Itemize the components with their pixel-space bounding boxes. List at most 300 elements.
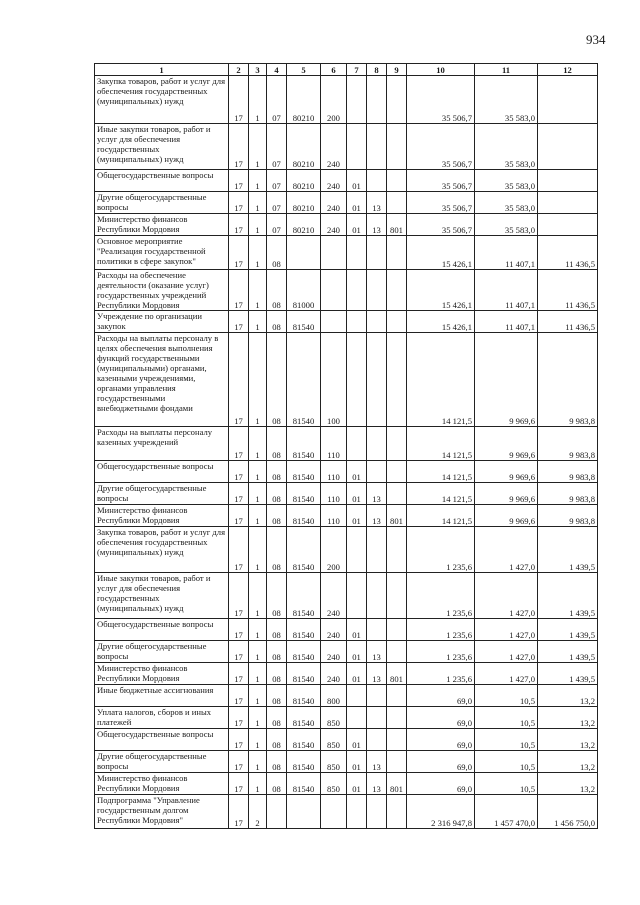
code-4-cell: 08 bbox=[267, 707, 287, 729]
amount-12-cell: 13,2 bbox=[538, 685, 598, 707]
row-name-cell: Другие общегосударственные вопросы bbox=[95, 192, 229, 214]
code-7-cell bbox=[347, 311, 367, 333]
table-row bbox=[95, 685, 598, 707]
code-7-cell bbox=[347, 573, 367, 619]
code-7-cell bbox=[347, 270, 367, 311]
code-9-cell bbox=[387, 461, 407, 483]
amount-11-cell: 9 969,6 bbox=[475, 483, 538, 505]
amount-11-cell: 10,5 bbox=[475, 751, 538, 773]
code-8-cell: 13 bbox=[367, 192, 387, 214]
column-header: 1 bbox=[95, 64, 229, 76]
code-6-cell: 240 bbox=[321, 641, 347, 663]
code-2-cell: 17 bbox=[229, 333, 249, 427]
row-name-cell: Другие общегосударственные вопросы bbox=[95, 641, 229, 663]
code-4-cell: 08 bbox=[267, 461, 287, 483]
code-5-cell: 81540 bbox=[287, 527, 321, 573]
amount-11-cell: 1 457 470,0 bbox=[475, 795, 538, 829]
column-header: 6 bbox=[321, 64, 347, 76]
code-8-cell bbox=[367, 527, 387, 573]
code-2-cell: 17 bbox=[229, 729, 249, 751]
code-6-cell: 240 bbox=[321, 663, 347, 685]
code-2-cell: 17 bbox=[229, 751, 249, 773]
amount-12-cell: 1 439,5 bbox=[538, 619, 598, 641]
table-row bbox=[95, 76, 598, 124]
code-4-cell: 08 bbox=[267, 236, 287, 270]
code-7-cell bbox=[347, 236, 367, 270]
code-3-cell: 1 bbox=[249, 333, 267, 427]
code-2-cell: 17 bbox=[229, 270, 249, 311]
code-6-cell: 240 bbox=[321, 214, 347, 236]
code-5-cell: 81540 bbox=[287, 483, 321, 505]
code-8-cell: 13 bbox=[367, 773, 387, 795]
code-2-cell: 17 bbox=[229, 461, 249, 483]
code-7-cell: 01 bbox=[347, 214, 367, 236]
code-7-cell: 01 bbox=[347, 483, 367, 505]
column-header: 3 bbox=[249, 64, 267, 76]
amount-12-cell: 9 983,8 bbox=[538, 483, 598, 505]
code-2-cell: 17 bbox=[229, 663, 249, 685]
table-row bbox=[95, 619, 598, 641]
code-8-cell bbox=[367, 729, 387, 751]
table-row bbox=[95, 573, 598, 619]
row-name-cell: Иные бюджетные ассигнования bbox=[95, 685, 229, 707]
page-number: 934 bbox=[586, 32, 606, 47]
table-row bbox=[95, 483, 598, 505]
column-header: 10 bbox=[407, 64, 475, 76]
amount-10-cell: 35 506,7 bbox=[407, 170, 475, 192]
code-6-cell bbox=[321, 311, 347, 333]
table-row bbox=[95, 214, 598, 236]
amount-10-cell: 2 316 947,8 bbox=[407, 795, 475, 829]
amount-11-cell: 10,5 bbox=[475, 773, 538, 795]
code-7-cell bbox=[347, 527, 367, 573]
code-7-cell: 01 bbox=[347, 505, 367, 527]
code-8-cell bbox=[367, 76, 387, 124]
amount-10-cell: 1 235,6 bbox=[407, 527, 475, 573]
table-row bbox=[95, 663, 598, 685]
code-2-cell: 17 bbox=[229, 573, 249, 619]
amount-11-cell: 1 427,0 bbox=[475, 641, 538, 663]
code-3-cell: 1 bbox=[249, 505, 267, 527]
code-3-cell: 1 bbox=[249, 236, 267, 270]
code-2-cell: 17 bbox=[229, 311, 249, 333]
code-3-cell: 1 bbox=[249, 685, 267, 707]
code-8-cell bbox=[367, 707, 387, 729]
row-name-cell: Закупка товаров, работ и услуг для обеспечения государственных (муниципальных) нужд bbox=[95, 76, 229, 124]
code-4-cell: 08 bbox=[267, 527, 287, 573]
code-7-cell: 01 bbox=[347, 663, 367, 685]
row-name-cell: Расходы на обеспечение деятельности (оказание услуг) государственных учреждений Республики Мордовия bbox=[95, 270, 229, 311]
code-2-cell: 17 bbox=[229, 236, 249, 270]
amount-10-cell: 69,0 bbox=[407, 751, 475, 773]
code-5-cell: 81540 bbox=[287, 573, 321, 619]
amount-10-cell: 14 121,5 bbox=[407, 461, 475, 483]
code-7-cell bbox=[347, 795, 367, 829]
code-5-cell: 81540 bbox=[287, 773, 321, 795]
code-9-cell bbox=[387, 483, 407, 505]
amount-12-cell bbox=[538, 170, 598, 192]
amount-11-cell: 35 583,0 bbox=[475, 76, 538, 124]
code-8-cell bbox=[367, 619, 387, 641]
table-row bbox=[95, 427, 598, 461]
code-7-cell bbox=[347, 707, 367, 729]
row-name-cell: Общегосударственные вопросы bbox=[95, 170, 229, 192]
amount-12-cell bbox=[538, 76, 598, 124]
amount-10-cell: 35 506,7 bbox=[407, 192, 475, 214]
code-5-cell: 81540 bbox=[287, 505, 321, 527]
code-7-cell: 01 bbox=[347, 751, 367, 773]
code-4-cell: 08 bbox=[267, 333, 287, 427]
code-8-cell bbox=[367, 685, 387, 707]
amount-12-cell: 13,2 bbox=[538, 729, 598, 751]
code-3-cell: 1 bbox=[249, 773, 267, 795]
code-4-cell: 08 bbox=[267, 663, 287, 685]
amount-10-cell: 35 506,7 bbox=[407, 76, 475, 124]
code-8-cell bbox=[367, 124, 387, 170]
row-name-cell: Министерство финансов Республики Мордовия bbox=[95, 505, 229, 527]
amount-10-cell: 1 235,6 bbox=[407, 619, 475, 641]
code-8-cell bbox=[367, 311, 387, 333]
code-4-cell: 08 bbox=[267, 685, 287, 707]
code-9-cell bbox=[387, 641, 407, 663]
row-name-cell: Министерство финансов Республики Мордовия bbox=[95, 663, 229, 685]
code-9-cell bbox=[387, 192, 407, 214]
code-3-cell: 1 bbox=[249, 729, 267, 751]
table-row bbox=[95, 170, 598, 192]
table-row bbox=[95, 311, 598, 333]
code-3-cell: 1 bbox=[249, 707, 267, 729]
code-4-cell: 08 bbox=[267, 729, 287, 751]
code-9-cell bbox=[387, 311, 407, 333]
amount-10-cell: 1 235,6 bbox=[407, 641, 475, 663]
code-3-cell: 1 bbox=[249, 483, 267, 505]
code-7-cell bbox=[347, 427, 367, 461]
code-7-cell: 01 bbox=[347, 619, 367, 641]
code-3-cell: 1 bbox=[249, 427, 267, 461]
code-4-cell: 07 bbox=[267, 170, 287, 192]
row-name-cell: Общегосударственные вопросы bbox=[95, 619, 229, 641]
code-4-cell: 08 bbox=[267, 427, 287, 461]
code-2-cell: 17 bbox=[229, 619, 249, 641]
code-3-cell: 1 bbox=[249, 192, 267, 214]
code-5-cell: 80210 bbox=[287, 76, 321, 124]
amount-10-cell: 14 121,5 bbox=[407, 505, 475, 527]
row-name-cell: Уплата налогов, сборов и иных платежей bbox=[95, 707, 229, 729]
code-9-cell bbox=[387, 124, 407, 170]
code-7-cell bbox=[347, 76, 367, 124]
table-row bbox=[95, 461, 598, 483]
code-8-cell bbox=[367, 427, 387, 461]
code-9-cell bbox=[387, 707, 407, 729]
code-3-cell: 2 bbox=[249, 795, 267, 829]
row-name-cell: Министерство финансов Республики Мордовия bbox=[95, 214, 229, 236]
code-2-cell: 17 bbox=[229, 214, 249, 236]
code-6-cell: 240 bbox=[321, 619, 347, 641]
amount-12-cell: 9 983,8 bbox=[538, 427, 598, 461]
table-row bbox=[95, 124, 598, 170]
code-9-cell bbox=[387, 729, 407, 751]
column-header: 11 bbox=[475, 64, 538, 76]
amount-10-cell: 35 506,7 bbox=[407, 214, 475, 236]
code-9-cell bbox=[387, 76, 407, 124]
code-5-cell: 80210 bbox=[287, 170, 321, 192]
amount-12-cell: 1 439,5 bbox=[538, 663, 598, 685]
code-6-cell: 110 bbox=[321, 427, 347, 461]
amount-12-cell: 1 439,5 bbox=[538, 573, 598, 619]
code-2-cell: 17 bbox=[229, 685, 249, 707]
code-6-cell: 850 bbox=[321, 729, 347, 751]
amount-11-cell: 9 969,6 bbox=[475, 333, 538, 427]
row-name-cell: Иные закупки товаров, работ и услуг для обеспечения государственных (муниципальных) нужд bbox=[95, 573, 229, 619]
code-4-cell bbox=[267, 795, 287, 829]
code-9-cell bbox=[387, 270, 407, 311]
code-9-cell bbox=[387, 751, 407, 773]
code-7-cell: 01 bbox=[347, 170, 367, 192]
column-header: 5 bbox=[287, 64, 321, 76]
code-4-cell: 08 bbox=[267, 311, 287, 333]
amount-12-cell: 13,2 bbox=[538, 707, 598, 729]
code-4-cell: 07 bbox=[267, 76, 287, 124]
code-6-cell: 850 bbox=[321, 773, 347, 795]
amount-12-cell: 9 983,8 bbox=[538, 461, 598, 483]
code-6-cell: 240 bbox=[321, 170, 347, 192]
code-3-cell: 1 bbox=[249, 76, 267, 124]
amount-11-cell: 10,5 bbox=[475, 685, 538, 707]
amount-10-cell: 15 426,1 bbox=[407, 311, 475, 333]
code-9-cell: 801 bbox=[387, 214, 407, 236]
code-8-cell: 13 bbox=[367, 505, 387, 527]
code-8-cell bbox=[367, 461, 387, 483]
amount-11-cell: 35 583,0 bbox=[475, 170, 538, 192]
amount-11-cell: 35 583,0 bbox=[475, 214, 538, 236]
code-4-cell: 08 bbox=[267, 270, 287, 311]
code-4-cell: 07 bbox=[267, 192, 287, 214]
code-6-cell: 800 bbox=[321, 685, 347, 707]
code-3-cell: 1 bbox=[249, 214, 267, 236]
amount-10-cell: 69,0 bbox=[407, 773, 475, 795]
amount-11-cell: 9 969,6 bbox=[475, 427, 538, 461]
table-row bbox=[95, 795, 598, 829]
row-name-cell: Другие общегосударственные вопросы bbox=[95, 483, 229, 505]
amount-11-cell: 9 969,6 bbox=[475, 505, 538, 527]
column-header: 7 bbox=[347, 64, 367, 76]
code-5-cell bbox=[287, 236, 321, 270]
code-2-cell: 17 bbox=[229, 795, 249, 829]
code-3-cell: 1 bbox=[249, 124, 267, 170]
row-name-cell: Учреждение по организации закупок bbox=[95, 311, 229, 333]
amount-10-cell: 35 506,7 bbox=[407, 124, 475, 170]
code-5-cell: 81540 bbox=[287, 461, 321, 483]
code-6-cell: 110 bbox=[321, 461, 347, 483]
amount-11-cell: 1 427,0 bbox=[475, 663, 538, 685]
code-9-cell bbox=[387, 236, 407, 270]
amount-12-cell: 1 439,5 bbox=[538, 527, 598, 573]
row-name-cell: Расходы на выплаты персоналу в целях обеспечения выполнения функций государственными (муниципальными) органами, казенными учреждениями, органами управления государственными внебюджетными фондами bbox=[95, 333, 229, 427]
row-name-cell: Расходы на выплаты персоналу казенных учреждений bbox=[95, 427, 229, 461]
code-8-cell: 13 bbox=[367, 641, 387, 663]
code-3-cell: 1 bbox=[249, 527, 267, 573]
code-5-cell: 81540 bbox=[287, 641, 321, 663]
budget-table bbox=[94, 63, 598, 829]
code-6-cell: 110 bbox=[321, 483, 347, 505]
amount-12-cell bbox=[538, 214, 598, 236]
code-8-cell: 13 bbox=[367, 751, 387, 773]
code-6-cell: 240 bbox=[321, 192, 347, 214]
row-name-cell: Подпрограмма "Управление государственным долгом Республики Мордовия" bbox=[95, 795, 229, 829]
code-5-cell: 81540 bbox=[287, 427, 321, 461]
code-3-cell: 1 bbox=[249, 751, 267, 773]
table-row bbox=[95, 773, 598, 795]
code-6-cell bbox=[321, 795, 347, 829]
table-row bbox=[95, 270, 598, 311]
code-5-cell: 81540 bbox=[287, 333, 321, 427]
code-2-cell: 17 bbox=[229, 773, 249, 795]
code-4-cell: 08 bbox=[267, 505, 287, 527]
amount-11-cell: 11 407,1 bbox=[475, 270, 538, 311]
code-6-cell: 110 bbox=[321, 505, 347, 527]
amount-10-cell: 15 426,1 bbox=[407, 236, 475, 270]
code-7-cell bbox=[347, 685, 367, 707]
code-2-cell: 17 bbox=[229, 170, 249, 192]
code-6-cell: 100 bbox=[321, 333, 347, 427]
code-2-cell: 17 bbox=[229, 192, 249, 214]
code-5-cell: 81540 bbox=[287, 685, 321, 707]
amount-11-cell: 10,5 bbox=[475, 729, 538, 751]
code-9-cell bbox=[387, 685, 407, 707]
amount-12-cell: 11 436,5 bbox=[538, 311, 598, 333]
amount-10-cell: 1 235,6 bbox=[407, 663, 475, 685]
row-name-cell: Другие общегосударственные вопросы bbox=[95, 751, 229, 773]
code-3-cell: 1 bbox=[249, 573, 267, 619]
table-row bbox=[95, 192, 598, 214]
code-2-cell: 17 bbox=[229, 76, 249, 124]
code-7-cell: 01 bbox=[347, 729, 367, 751]
code-2-cell: 17 bbox=[229, 124, 249, 170]
amount-11-cell: 9 969,6 bbox=[475, 461, 538, 483]
row-name-cell: Общегосударственные вопросы bbox=[95, 729, 229, 751]
amount-10-cell: 69,0 bbox=[407, 685, 475, 707]
code-8-cell: 13 bbox=[367, 663, 387, 685]
code-9-cell bbox=[387, 427, 407, 461]
code-8-cell bbox=[367, 270, 387, 311]
code-5-cell: 81540 bbox=[287, 311, 321, 333]
code-6-cell bbox=[321, 236, 347, 270]
code-7-cell bbox=[347, 333, 367, 427]
code-5-cell: 80210 bbox=[287, 214, 321, 236]
code-6-cell bbox=[321, 270, 347, 311]
code-5-cell: 81540 bbox=[287, 663, 321, 685]
row-name-cell: Иные закупки товаров, работ и услуг для обеспечения государственных (муниципальных) нужд bbox=[95, 124, 229, 170]
code-9-cell bbox=[387, 170, 407, 192]
row-name-cell: Закупка товаров, работ и услуг для обеспечения государственных (муниципальных) нужд bbox=[95, 527, 229, 573]
amount-10-cell: 14 121,5 bbox=[407, 333, 475, 427]
table-row bbox=[95, 236, 598, 270]
code-2-cell: 17 bbox=[229, 707, 249, 729]
table-row bbox=[95, 707, 598, 729]
code-2-cell: 17 bbox=[229, 641, 249, 663]
table-row bbox=[95, 641, 598, 663]
code-5-cell: 81540 bbox=[287, 751, 321, 773]
code-5-cell: 81540 bbox=[287, 707, 321, 729]
amount-10-cell: 69,0 bbox=[407, 729, 475, 751]
code-4-cell: 08 bbox=[267, 751, 287, 773]
amount-12-cell: 13,2 bbox=[538, 773, 598, 795]
amount-10-cell: 14 121,5 bbox=[407, 427, 475, 461]
code-8-cell bbox=[367, 573, 387, 619]
amount-11-cell: 10,5 bbox=[475, 707, 538, 729]
row-name-cell: Министерство финансов Республики Мордовия bbox=[95, 773, 229, 795]
column-header: 12 bbox=[538, 64, 598, 76]
code-4-cell: 08 bbox=[267, 773, 287, 795]
amount-10-cell: 14 121,5 bbox=[407, 483, 475, 505]
amount-12-cell: 1 439,5 bbox=[538, 641, 598, 663]
code-7-cell: 01 bbox=[347, 461, 367, 483]
code-6-cell: 240 bbox=[321, 124, 347, 170]
row-name-cell: Основное мероприятие "Реализация государственной политики в сфере закупок" bbox=[95, 236, 229, 270]
table-row bbox=[95, 505, 598, 527]
code-8-cell bbox=[367, 795, 387, 829]
code-3-cell: 1 bbox=[249, 311, 267, 333]
code-2-cell: 17 bbox=[229, 505, 249, 527]
amount-12-cell: 11 436,5 bbox=[538, 236, 598, 270]
amount-12-cell: 9 983,8 bbox=[538, 505, 598, 527]
code-6-cell: 850 bbox=[321, 751, 347, 773]
amount-12-cell: 11 436,5 bbox=[538, 270, 598, 311]
code-8-cell: 13 bbox=[367, 483, 387, 505]
code-3-cell: 1 bbox=[249, 270, 267, 311]
code-4-cell: 08 bbox=[267, 573, 287, 619]
column-header: 8 bbox=[367, 64, 387, 76]
code-8-cell bbox=[367, 170, 387, 192]
code-2-cell: 17 bbox=[229, 483, 249, 505]
row-name-cell: Общегосударственные вопросы bbox=[95, 461, 229, 483]
code-9-cell: 801 bbox=[387, 505, 407, 527]
code-3-cell: 1 bbox=[249, 461, 267, 483]
code-6-cell: 200 bbox=[321, 76, 347, 124]
code-9-cell bbox=[387, 573, 407, 619]
amount-12-cell: 9 983,8 bbox=[538, 333, 598, 427]
amount-11-cell: 1 427,0 bbox=[475, 573, 538, 619]
code-5-cell: 81540 bbox=[287, 619, 321, 641]
amount-11-cell: 35 583,0 bbox=[475, 124, 538, 170]
table-row bbox=[95, 751, 598, 773]
table-header-row bbox=[95, 64, 598, 76]
code-8-cell: 13 bbox=[367, 214, 387, 236]
table-row bbox=[95, 333, 598, 427]
table-row bbox=[95, 729, 598, 751]
code-3-cell: 1 bbox=[249, 641, 267, 663]
amount-12-cell bbox=[538, 192, 598, 214]
code-3-cell: 1 bbox=[249, 170, 267, 192]
amount-11-cell: 11 407,1 bbox=[475, 311, 538, 333]
code-7-cell bbox=[347, 124, 367, 170]
amount-11-cell: 11 407,1 bbox=[475, 236, 538, 270]
code-5-cell: 80210 bbox=[287, 192, 321, 214]
code-9-cell bbox=[387, 795, 407, 829]
code-5-cell bbox=[287, 795, 321, 829]
table-row bbox=[95, 527, 598, 573]
code-8-cell bbox=[367, 333, 387, 427]
code-4-cell: 08 bbox=[267, 483, 287, 505]
amount-10-cell: 1 235,6 bbox=[407, 573, 475, 619]
column-header: 4 bbox=[267, 64, 287, 76]
code-7-cell: 01 bbox=[347, 641, 367, 663]
code-9-cell: 801 bbox=[387, 663, 407, 685]
code-4-cell: 07 bbox=[267, 124, 287, 170]
amount-12-cell: 1 456 750,0 bbox=[538, 795, 598, 829]
code-2-cell: 17 bbox=[229, 427, 249, 461]
code-3-cell: 1 bbox=[249, 663, 267, 685]
